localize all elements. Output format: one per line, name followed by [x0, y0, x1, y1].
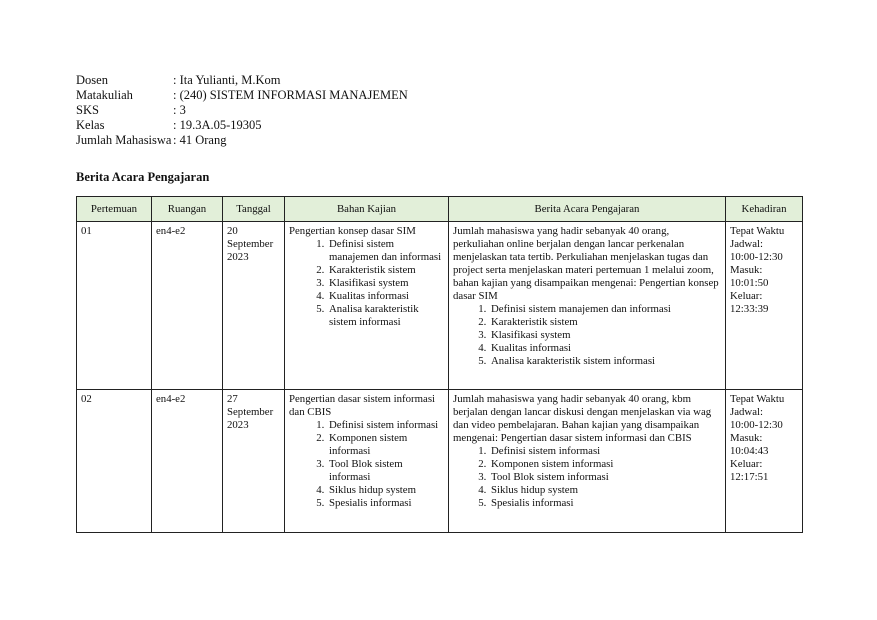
kehadiran-masuk-label: Masuk: [730, 264, 763, 276]
tanggal-month: September [227, 406, 274, 418]
list-item: 3. Klasifikasi system [489, 329, 721, 342]
info-value: : 3 [173, 103, 186, 117]
bahan-intro: Pengertian dasar sistem informasi dan CBIS [289, 393, 436, 418]
kehadiran-masuk-label: Masuk: [730, 432, 763, 444]
list-item: 5. Spesialis informasi [489, 497, 721, 510]
kehadiran-status: Tepat Waktu [730, 225, 785, 237]
cell-ruangan: en4-e2 [152, 222, 223, 390]
list-item: 5. Analisa karakteristik sistem informasi [489, 355, 721, 368]
tanggal-day: 20 [227, 225, 238, 237]
list-item: 2. Karakteristik sistem [489, 316, 721, 329]
list-item: 1. Definisi sistem manajemen dan informasi [327, 238, 444, 264]
berita-intro: Jumlah mahasiswa yang hadir sebanyak 40 orang, perkuliahan online berjalan dengan lancar perkenalan menjelaskan tata tertib. Perkuliahan menjelaskan tugas dan project serta menjelaskan materi pertemuan 1 melalui zoom, bahan kajian yang disampaikan mengenai: Pengertian konsep dasar SIM [453, 225, 719, 302]
section-title: Berita Acara Pengajaran [76, 170, 210, 184]
table-header-row [77, 197, 803, 222]
kehadiran-masuk: 10:01:50 [730, 277, 769, 289]
course-info [76, 73, 408, 148]
cell-pertemuan: 01 [77, 222, 152, 390]
header-berita-acara: Berita Acara Pengajaran [449, 197, 726, 222]
table-row [77, 390, 803, 533]
header-kehadiran: Kehadiran [726, 197, 803, 222]
tanggal-month: September [227, 238, 274, 250]
kehadiran-jadwal: 10:00-12:30 [730, 251, 783, 263]
kehadiran-jadwal-label: Jadwal: [730, 406, 763, 418]
info-label: Matakuliah [76, 88, 133, 102]
list-item: 3. Tool Blok sistem informasi [327, 458, 444, 484]
kehadiran-jadwal-label: Jadwal: [730, 238, 763, 250]
list-item: 1. Definisi sistem informasi [327, 419, 444, 432]
list-item: 4. Siklus hidup system [489, 484, 721, 497]
berita-list [453, 445, 721, 510]
cell-tanggal [223, 222, 285, 390]
cell-berita-acara [449, 222, 726, 390]
tanggal-day: 27 [227, 393, 238, 405]
info-label: Kelas [76, 118, 105, 132]
header-pertemuan: Pertemuan [77, 197, 152, 222]
info-row-dosen [76, 73, 408, 88]
info-row-kelas [76, 118, 408, 133]
bahan-intro: Pengertian konsep dasar SIM [289, 225, 416, 237]
list-item: 4. Kualitas informasi [489, 342, 721, 355]
info-label: Dosen [76, 73, 108, 87]
cell-tanggal [223, 390, 285, 533]
list-item: 1. Definisi sistem manajemen dan informasi [489, 303, 721, 316]
list-item: 4. Siklus hidup system [327, 484, 444, 497]
list-item: 2. Komponen sistem informasi [327, 432, 444, 458]
kehadiran-masuk: 10:04:43 [730, 445, 769, 457]
bahan-list [289, 419, 444, 510]
info-value: : 41 Orang [173, 133, 227, 147]
header-ruangan: Ruangan [152, 197, 223, 222]
kehadiran-keluar: 12:17:51 [730, 471, 769, 483]
info-row-jumlah-mahasiswa [76, 133, 408, 148]
header-bahan-kajian: Bahan Kajian [285, 197, 449, 222]
info-value: : 19.3A.05-19305 [173, 118, 262, 132]
tanggal-year: 2023 [227, 419, 249, 431]
kehadiran-keluar-label: Keluar: [730, 458, 763, 470]
info-value: : (240) SISTEM INFORMASI MANAJEMEN [173, 88, 408, 102]
cell-bahan-kajian [285, 222, 449, 390]
list-item: 5. Spesialis informasi [327, 497, 444, 510]
info-label: SKS [76, 103, 99, 117]
kehadiran-keluar-label: Keluar: [730, 290, 763, 302]
list-item: 2. Karakteristik sistem [327, 264, 444, 277]
kehadiran-status: Tepat Waktu [730, 393, 785, 405]
cell-kehadiran [726, 390, 803, 533]
table-row [77, 222, 803, 390]
cell-kehadiran [726, 222, 803, 390]
berita-intro: Jumlah mahasiswa yang hadir sebanyak 40 orang, kbm berjalan dengan lancar diskusi dengan menjelaskan via wag dan video pembelajaran. Bahan kajian yang disampaikan mengenai: Pengertian dasar sistem informasi dan CBIS [453, 393, 712, 444]
kehadiran-keluar: 12:33:39 [730, 303, 769, 315]
cell-ruangan: en4-e2 [152, 390, 223, 533]
cell-berita-acara [449, 390, 726, 533]
berita-acara-table [76, 196, 803, 533]
cell-pertemuan: 02 [77, 390, 152, 533]
kehadiran-jadwal: 10:00-12:30 [730, 419, 783, 431]
tanggal-year: 2023 [227, 251, 249, 263]
bahan-list [289, 238, 444, 329]
berita-list [453, 303, 721, 368]
list-item: 3. Tool Blok sistem informasi [489, 471, 721, 484]
info-value: : Ita Yulianti, M.Kom [173, 73, 281, 87]
list-item: 5. Analisa karakteristik sistem informasi [327, 303, 444, 329]
list-item: 3. Klasifikasi system [327, 277, 444, 290]
list-item: 4. Kualitas informasi [327, 290, 444, 303]
cell-bahan-kajian [285, 390, 449, 533]
info-row-matakuliah [76, 88, 408, 103]
list-item: 2. Komponen sistem informasi [489, 458, 721, 471]
header-tanggal: Tanggal [223, 197, 285, 222]
info-label: Jumlah Mahasiswa [76, 133, 172, 147]
info-row-sks [76, 103, 408, 118]
list-item: 1. Definisi sistem informasi [489, 445, 721, 458]
